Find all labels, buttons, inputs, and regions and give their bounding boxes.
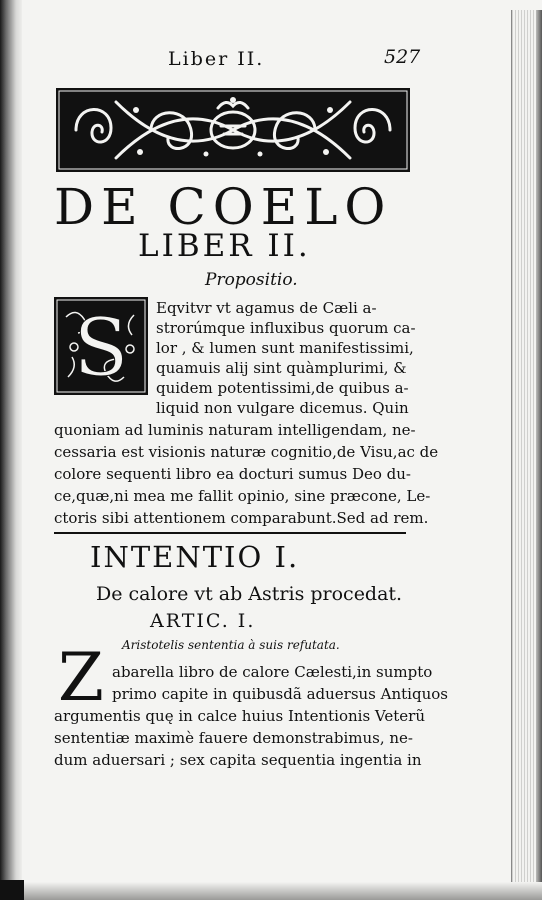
article-heading: ARTIC. I. — [150, 610, 256, 632]
body-line: argumentis quę in calce huius Intentionis Veterũ — [54, 707, 425, 725]
body-line: liquid non vulgare dicemus. Quin — [156, 399, 409, 417]
headpiece-ornament — [56, 88, 410, 172]
page-bottom-shadow — [0, 882, 542, 900]
body-line: Eqvitvr vt agamus de Cæli a- — [156, 299, 377, 317]
body-line: ce,quæ,ni mea me fallit opinio, sine præcone, Le- — [54, 487, 431, 505]
body-line: quidem potentissimi,de quibus a- — [156, 379, 409, 397]
body-line: sententiæ maximè fauere demonstrabimus, ne- — [54, 729, 413, 747]
article-caption: Aristotelis sententia à suis refutata. — [122, 638, 340, 652]
body-line: strorúmque influxibus quorum ca- — [156, 319, 416, 337]
body-line: lor , & lumen sunt manifestissimi, — [156, 339, 414, 357]
body-line: dum aduersari ; sex capita sequentia ingentia in — [54, 751, 422, 769]
body-line: abarella libro de calore Cælesti,in sumpto — [112, 663, 433, 681]
page-number: 527 — [384, 46, 421, 68]
binding-clip — [0, 880, 24, 900]
body-line: primo capite in quibusdã aduersus Antiquos — [112, 685, 448, 703]
intentio-subheading: De calore vt ab Astris procedat. — [96, 583, 403, 605]
section-propositio-heading: Propositio. — [205, 270, 298, 290]
book-subtitle: LIBER II. — [138, 228, 311, 264]
running-head: Liber II. — [168, 48, 265, 70]
page-title: DE COELO — [54, 178, 393, 236]
section-rule — [54, 532, 406, 534]
initial-z: Z — [58, 639, 104, 716]
page-edges — [511, 10, 542, 890]
body-line: ctoris sibi attentionem comparabunt.Sed ad rem. — [54, 509, 429, 527]
body-line: colore sequenti libro ea docturi sumus Deo du- — [54, 465, 411, 483]
body-line: quamuis alij sint quàmplurimi, & — [156, 359, 407, 377]
body-line: quoniam ad luminis naturam intelligendam, ne- — [54, 421, 416, 439]
intentio-heading: INTENTIO I. — [90, 540, 300, 574]
binding-gutter — [0, 0, 22, 900]
body-line: cessaria est visionis naturæ cognitio,de Visu,ac de — [54, 443, 439, 461]
decorated-initial-s — [54, 297, 148, 395]
svg-text:S: S — [73, 301, 129, 394]
